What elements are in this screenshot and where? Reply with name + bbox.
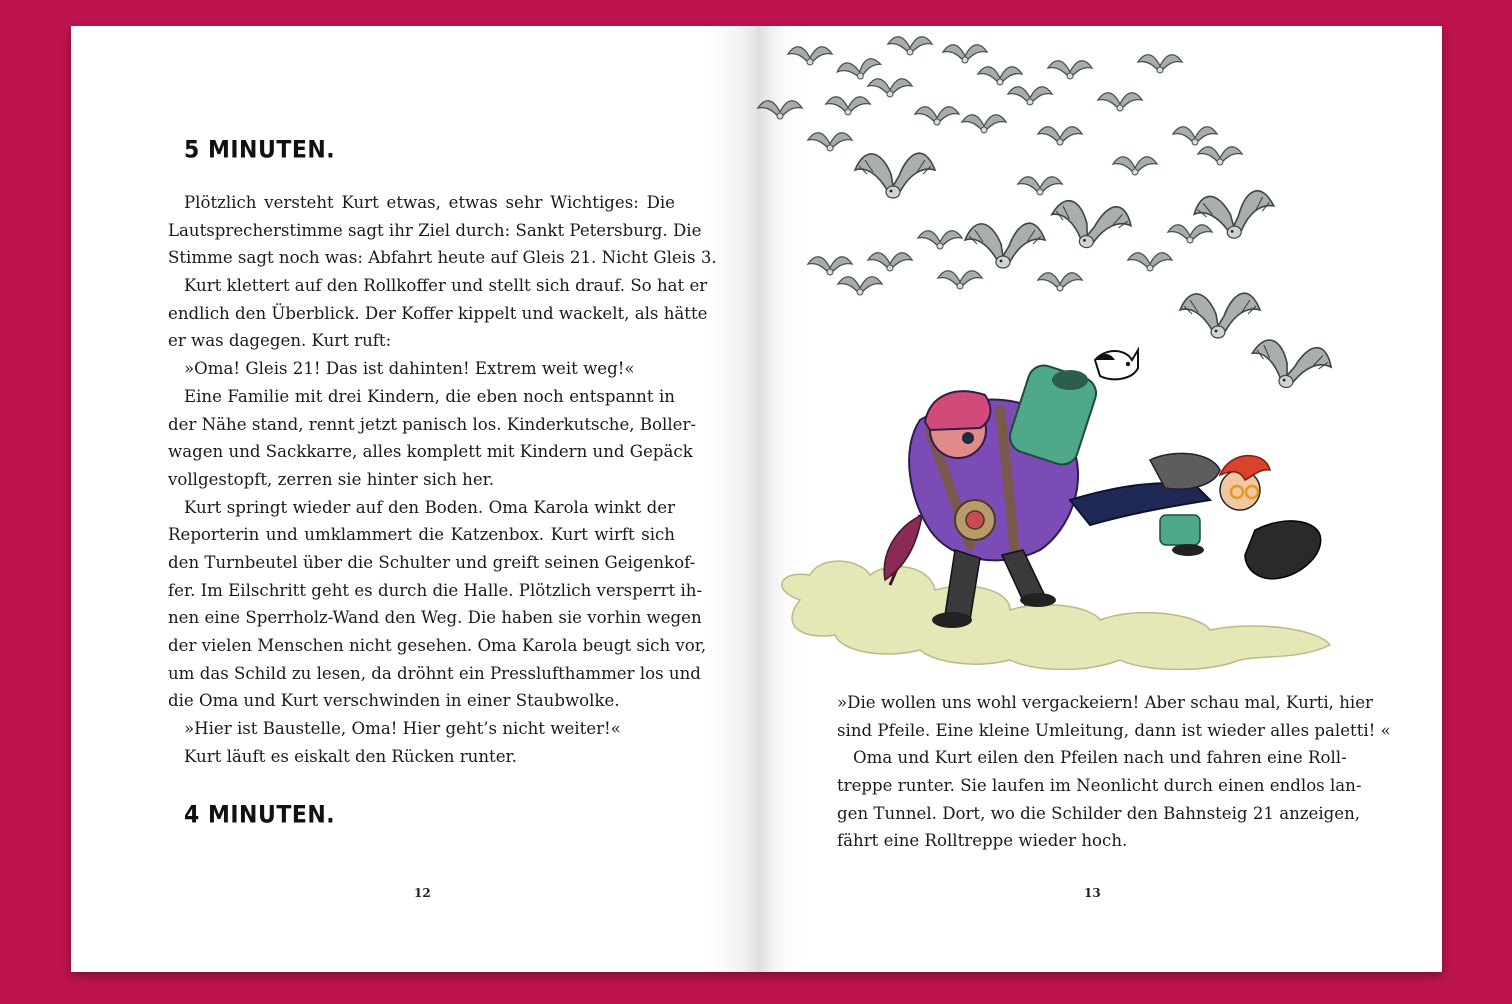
- text-line: Lautsprecherstimme sagt ihr Ziel durch: Sankt Petersburg. Die: [168, 220, 702, 240]
- text-line: »Hier ist Baustelle, Oma! Hier geht’s nicht weiter!«: [184, 719, 621, 739]
- text-line: er was dagegen. Kurt ruft:: [168, 331, 392, 351]
- left-page-body: [168, 189, 717, 770]
- text-line: Kurt springt wieder auf den Boden. Oma Karola winkt der: [184, 497, 675, 517]
- text-line: Eine Familie mit drei Kindern, die eben noch entspannt in: [184, 386, 675, 406]
- text-line: fer. Im Eilschritt geht es durch die Halle. Plötzlich versperrt ih-: [168, 580, 703, 600]
- flying-gulls-and-running-characters-illustration: [740, 30, 1360, 670]
- text-line: nen eine Sperrholz-Wand den Weg. Die haben sie vorhin wegen: [168, 608, 702, 628]
- text-line: treppe runter. Sie laufen im Neonlicht durch einen endlos lan-: [837, 776, 1362, 796]
- text-line: endlich den Überblick. Der Koffer kippelt und wackelt, als hätte: [168, 303, 708, 323]
- text-line: Kurt klettert auf den Rollkoffer und stellt sich drauf. So hat er: [184, 276, 708, 296]
- text-line: gen Tunnel. Dort, wo die Schilder den Bahnsteig 21 anzeigen,: [837, 803, 1361, 823]
- chapter-heading-5-minutes: 5 MINUTEN.: [184, 137, 336, 164]
- text-line: der vielen Menschen nicht gesehen. Oma Karola beugt sich vor,: [168, 636, 707, 655]
- text-line: »Die wollen uns wohl vergackeiern! Aber schau mal, Kurti, hier: [837, 693, 1373, 712]
- text-line: Stimme sagt noch was: Abfahrt heute auf Gleis 21. Nicht Gleis 3.: [168, 248, 717, 268]
- text-line: Reporterin und umklammert die Katzenbox. Kurt wirft sich: [168, 525, 675, 545]
- text-line: vollgestopft, zerren sie hinter sich her.: [168, 469, 495, 489]
- text-line: sind Pfeile. Eine kleine Umleitung, dann ist wieder alles paletti! «: [837, 720, 1391, 740]
- text-line: wagen und Sackkarre, alles komplett mit Kindern und Gepäck: [168, 442, 693, 462]
- page-number-left: 12: [414, 886, 431, 900]
- chapter-heading-4-minutes: 4 MINUTEN.: [184, 802, 336, 829]
- text-line: Kurt läuft es eiskalt den Rücken runter.: [184, 746, 517, 766]
- text-line: Plötzlich versteht Kurt etwas, etwas sehr Wichtiges: Die: [184, 193, 675, 212]
- text-line: fährt eine Rolltreppe wieder hoch.: [837, 831, 1128, 851]
- text-line: Oma und Kurt eilen den Pfeilen nach und fahren eine Roll-: [853, 748, 1347, 768]
- text-line: der Nähe stand, rennt jetzt panisch los. Kinderkutsche, Boller-: [168, 414, 697, 434]
- text-line: die Oma und Kurt verschwinden in einer Staubwolke.: [168, 691, 620, 711]
- text-line: »Oma! Gleis 21! Das ist dahinten! Extrem weit weg!«: [184, 359, 635, 379]
- text-line: um das Schild zu lesen, da dröhnt ein Presslufthammer los und: [168, 663, 701, 683]
- right-page-body: [837, 689, 1391, 855]
- page-number-right: 13: [1084, 886, 1101, 900]
- text-line: den Turnbeutel über die Schulter und greift seinen Geigenkof-: [168, 552, 696, 572]
